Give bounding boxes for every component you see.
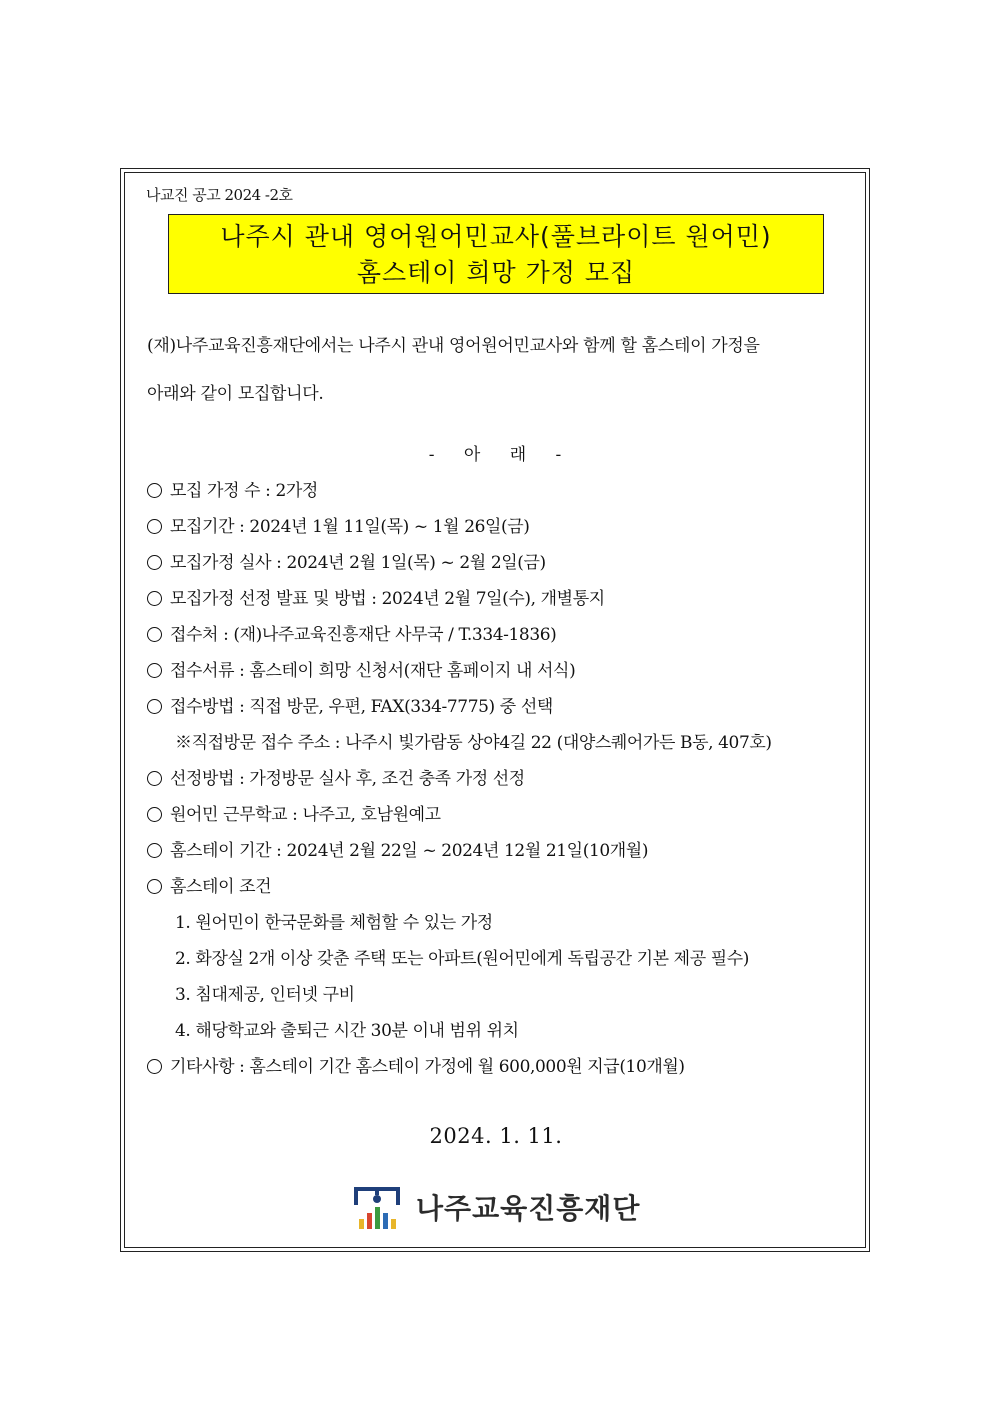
intro-paragraph bbox=[147, 322, 847, 418]
circle-bullet-icon bbox=[147, 699, 162, 714]
circle-bullet-icon bbox=[147, 843, 162, 858]
intro-line-1: (재)나주교육진흥재단에서는 나주시 관내 영어원어민교사와 함께 할 홈스테이 가정을 bbox=[147, 336, 760, 356]
list-item-text: 접수처 : (재)나주교육진흥재단 사무국 / T.334-1836) bbox=[170, 625, 557, 645]
list-item bbox=[147, 800, 862, 836]
list-item bbox=[147, 476, 862, 512]
list-item-text: 기타사항 : 홈스테이 기간 홈스테이 가정에 월 600,000원 지급(10개월) bbox=[170, 1057, 685, 1077]
organization-signature bbox=[352, 1182, 640, 1232]
list-item bbox=[147, 1052, 862, 1088]
list-subnote bbox=[147, 728, 862, 764]
list-item-text: 홈스테이 조건 bbox=[170, 877, 272, 897]
title-line-1: 나주시 관내 영어원어민교사(풀브라이트 원어민) bbox=[220, 222, 772, 251]
list-item-text: 홈스테이 기간 : 2024년 2월 22일 ~ 2024년 12월 21일(10개월) bbox=[170, 841, 649, 861]
circle-bullet-icon bbox=[147, 555, 162, 570]
notice-number: 나교진 공고 2024 -2호 bbox=[146, 186, 293, 204]
circle-bullet-icon bbox=[147, 771, 162, 786]
list-item bbox=[147, 872, 862, 908]
details-list bbox=[147, 476, 862, 1088]
list-item bbox=[147, 656, 862, 692]
organization-name: 나주교육진흥재단 bbox=[416, 1192, 641, 1225]
list-item-text: 선정방법 : 가정방문 실사 후, 조건 충족 가정 선정 bbox=[170, 769, 525, 789]
list-item bbox=[147, 548, 862, 584]
list-item-text: 모집 가정 수 : 2가정 bbox=[170, 481, 318, 501]
list-item-text: 접수서류 : 홈스테이 희망 신청서(재단 홈페이지 내 서식) bbox=[170, 661, 576, 681]
circle-bullet-icon bbox=[147, 483, 162, 498]
list-item-text: 모집가정 실사 : 2024년 2월 1일(목) ~ 2월 2일(금) bbox=[170, 553, 546, 573]
circle-bullet-icon bbox=[147, 519, 162, 534]
list-item-text: 접수방법 : 직접 방문, 우편, FAX(334-7775) 중 선택 bbox=[170, 697, 553, 717]
list-item bbox=[147, 692, 862, 728]
list-item bbox=[147, 512, 862, 548]
intro-line-2: 아래와 같이 모집합니다. bbox=[147, 384, 324, 404]
condition-item bbox=[147, 908, 862, 944]
list-item-text: 1. 원어민이 한국문화를 체험할 수 있는 가정 bbox=[175, 913, 493, 933]
circle-bullet-icon bbox=[147, 1059, 162, 1074]
list-item-text: 모집기간 : 2024년 1월 11일(목) ~ 1월 26일(금) bbox=[170, 517, 530, 537]
list-item bbox=[147, 836, 862, 872]
circle-bullet-icon bbox=[147, 663, 162, 678]
list-item-text: 2. 화장실 2개 이상 갖춘 주택 또는 아파트(원어민에게 독립공간 기본 제공 필수) bbox=[175, 949, 750, 969]
list-item bbox=[147, 620, 862, 656]
announcement-date: 2024. 1. 11. bbox=[429, 1124, 563, 1148]
list-item bbox=[147, 584, 862, 620]
condition-item bbox=[147, 1016, 862, 1052]
title-banner bbox=[168, 214, 824, 294]
list-item-text: 모집가정 선정 발표 및 방법 : 2024년 2월 7일(수), 개별통지 bbox=[170, 589, 605, 609]
list-item-text: 4. 해당학교와 출퇴근 시간 30분 이내 범위 위치 bbox=[175, 1021, 519, 1041]
list-item-text: ※직접방문 접수 주소 : 나주시 빛가람동 상야4길 22 (대양스퀘어가든 B동, 407호) bbox=[175, 733, 772, 753]
condition-item bbox=[147, 944, 862, 980]
condition-item bbox=[147, 980, 862, 1016]
circle-bullet-icon bbox=[147, 879, 162, 894]
list-item-text: 3. 침대제공, 인터넷 구비 bbox=[175, 985, 355, 1005]
circle-bullet-icon bbox=[147, 591, 162, 606]
circle-bullet-icon bbox=[147, 807, 162, 822]
list-item bbox=[147, 764, 862, 800]
circle-bullet-icon bbox=[147, 627, 162, 642]
title-line-2: 홈스테이 희망 가정 모집 bbox=[356, 258, 636, 287]
section-separator: - 아 래 - bbox=[428, 445, 564, 465]
foundation-logo-icon bbox=[352, 1183, 402, 1231]
list-item-text: 원어민 근무학교 : 나주고, 호남원예고 bbox=[170, 805, 441, 825]
